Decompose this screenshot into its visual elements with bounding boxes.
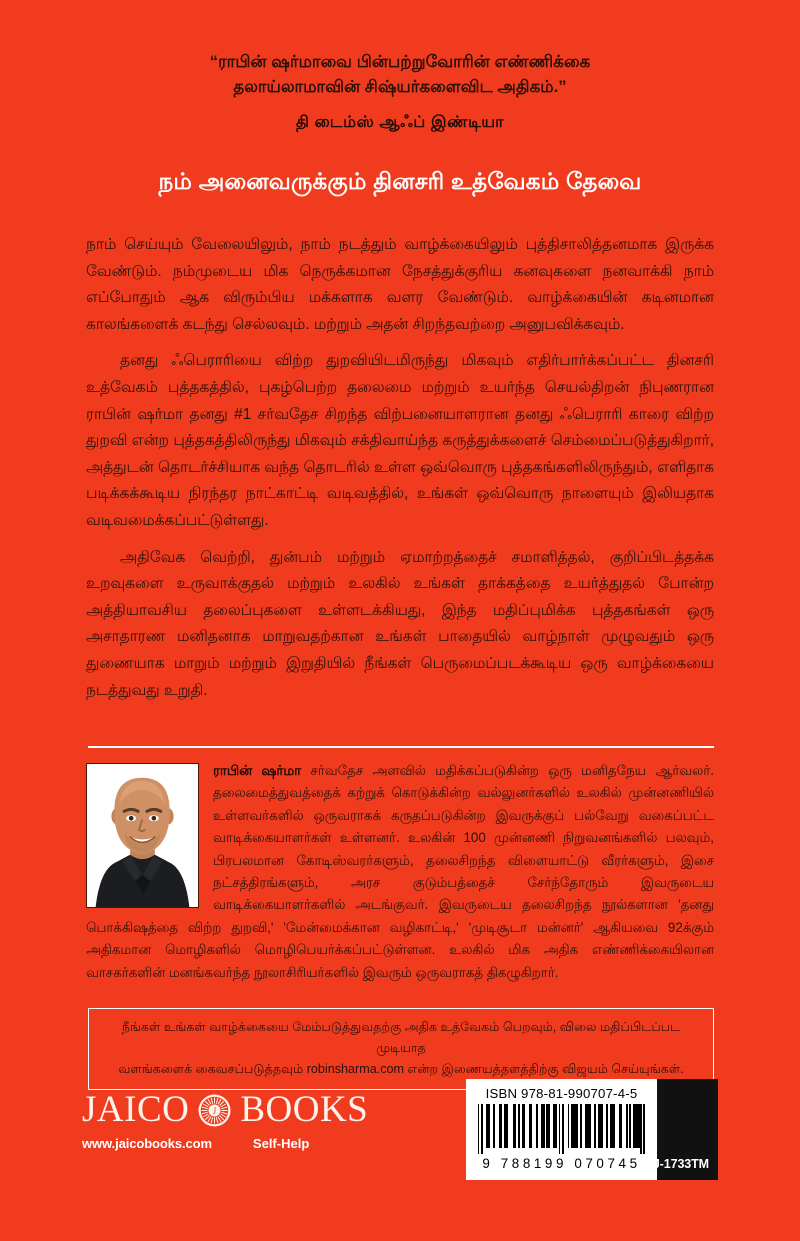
page-title: நம் அனைவருக்கும் தினசரி உத்வேகம் தேவை	[158, 168, 642, 194]
author-bio-body: சர்வதேச அளவில் மதிக்கப்படுகின்ற ஒரு மனிதநேய ஆர்வலர். தலைமைத்துவத்தைக் கற்றுக் கொடுக்கின்ற வல்லுனர்களில் உலகில் முன்னணியில் உள்ளவர்களில் ஒருவராகக் கருதப்படுகின்ற இவருக்குப் பல்வேறு வகைப்பட்ட வாடிக்கையாளர்கள் உள்ளனர். உலகின் 100 முன்னணி நிறுவனங்களில் பலவும், பிரபலமான கோடிஸ்வரர்களும், தலைசிறந்த விளையாட்டு வீரர்களும், இசை நட்சத்திரங்களும், அரச குடும்பத்தைச் சேர்ந்தோரும் இவருடைய வாடிக்கையாளர்களில் அடங்குவர். இவருடைய தலைசிறந்த நூல்களான 'தனது பொக்கிஷத்தை விற்ற துறவி,' 'மேன்மைக்கான வழிகாட்டி,' 'முடிசூடா மன்னர்' ஆகியவை 92க்கும் அதிகமான மொழிகளில் மொழிபெயர்க்கப்பட்டுள்ளன. உலகில் மிக அதிக எண்ணிக்கையிலான வாசகர்களின் மனங்கவர்ந்த நூலாசிரியர்களில் இவரும் ஒருவராகத் திகழுகிறார்.	[86, 763, 714, 980]
author-portrait-illustration	[87, 764, 198, 907]
publisher-website[interactable]: www.jaicobooks.com	[82, 1136, 212, 1151]
barcode-card	[466, 1079, 657, 1180]
sunburst-letter: J	[213, 1105, 217, 1116]
website-callout-box	[88, 1008, 714, 1090]
endorsement-source: தி டைம்ஸ் ஆஃப் இண்டியா	[295, 114, 505, 131]
author-name: ராபின் ஷர்மா	[213, 763, 302, 778]
barcode-digits: 9 788199 070745	[482, 1156, 641, 1171]
publisher-logo	[82, 1090, 382, 1151]
internal-code-text: J-1733TM	[652, 1157, 709, 1171]
website-callout-line-2: வளங்களைக் கைவசப்படுத்தவும் robinsharma.com என்ற இணையத்தளத்திற்கு விஜயம் செய்யுங்கள்.	[118, 1062, 684, 1076]
blurb-paragraph-2: தனது ஃபெராரியை விற்ற துறவியிடமிருந்து மிகவும் எதிர்பார்க்கப்பட்ட தினசரி உத்வேகம் புத்தகத்தில், புகழ்பெற்ற தலைமை மற்றும் உயர்ந்த செயல்திறன் நிபுணரான ராபின் ஷர்மா தனது #1 சர்வதேச சிறந்த விற்பனையாளரான தனது ஃபெராரி காரை விற்ற துறவி என்ற புத்தகத்திலிருந்து மிகவும் சக்திவாய்ந்த கருத்துக்களைச் செம்மைப்படுத்துகிறார், அத்துடன் தொடர்ச்சியாக வந்த தொடரில் உள்ள ஒவ்வொரு புத்தகங்களிலிருந்தும், எளிதாக படிக்கக்கூடிய நிரந்தர நாட்காட்டி வடிவத்தில், உங்கள் ஒவ்வொரு நாளையும் இலியதாக வடிவமைக்கப்பட்டுள்ளது.	[86, 352, 714, 529]
publisher-name-books: BOOKS	[240, 1089, 369, 1130]
isbn-text: ISBN 978-81-990707-4-5	[485, 1086, 638, 1101]
author-bio-section	[86, 760, 714, 984]
internal-code-box	[652, 1079, 718, 1180]
barcode-bars	[478, 1104, 646, 1154]
author-photo	[86, 763, 199, 908]
publisher-meta	[82, 1136, 382, 1151]
publisher-logo-row	[82, 1090, 382, 1130]
section-divider	[88, 746, 714, 748]
website-callout-line-1: நீங்கள் உங்கள் வாழ்க்கையை மேம்படுத்துவதற்கு அதிக உத்வேகம் பெறவும், விலை மதிப்பிடப்பட முடியாத	[121, 1020, 681, 1055]
barcode-block	[466, 1079, 718, 1180]
blurb-body	[86, 232, 714, 714]
sunburst-icon	[198, 1094, 231, 1127]
blurb-paragraph-3: அதிவேக வெற்றி, துன்பம் மற்றும் ஏமாற்றத்தைச் சமாளித்தல், குறிப்பிடத்தக்க உறவுகளை உருவாக்குதல் மற்றும் உலகில் உங்கள் தாக்கத்தை உயர்த்துதல் போன்ற அத்தியாவசிய தலைப்புகளை உள்ளடக்கியது, இந்த மதிப்புமிக்க புத்தகங்கள் ஒரு அசாதாரண மனிதனாக மாறுவதற்கான உங்கள் பாதையில் வாழ்நாள் முழுவதும் ஒரு துணையாக மாறும் மற்றும் இறுதியில் நீங்கள் பெருமைப்படக்கூடிய ஒரு வாழ்க்கையை நடத்துவது உறுதி.	[86, 548, 714, 699]
endorsement-quote-line-2: தலாய்லாமாவின் சிஷ்யர்களைவிட அதிகம்.”	[233, 78, 567, 96]
endorsement-quote	[70, 50, 730, 133]
blurb-paragraph-1: நாம் செய்யும் வேலையிலும், நாம் நடத்தும் வாழ்க்கையிலும் புத்திசாலித்தனமாக இருக்க வேண்டும். நம்முடைய மிக நெருக்கமான நேசத்துக்குரிய கனவுகளை நனவாக்கி நாம் எப்போதும் ஆக விரும்பிய மக்களாக வளர வேண்டும். வாழ்க்கையின் கடினமான காலங்களைக் கடந்து செல்லவும். மற்றும் அதன் சிறந்தவற்றை அனுபவிக்கவும்.	[86, 236, 714, 333]
sunburst-icon-glyph	[198, 1094, 231, 1127]
endorsement-quote-line-1: “ராபின் ஷர்மாவை பின்பற்றுவோரின் எண்ணிக்கை	[209, 53, 591, 71]
publisher-name-jaico: JAICO	[82, 1089, 190, 1130]
book-category: Self-Help	[252, 1136, 310, 1151]
